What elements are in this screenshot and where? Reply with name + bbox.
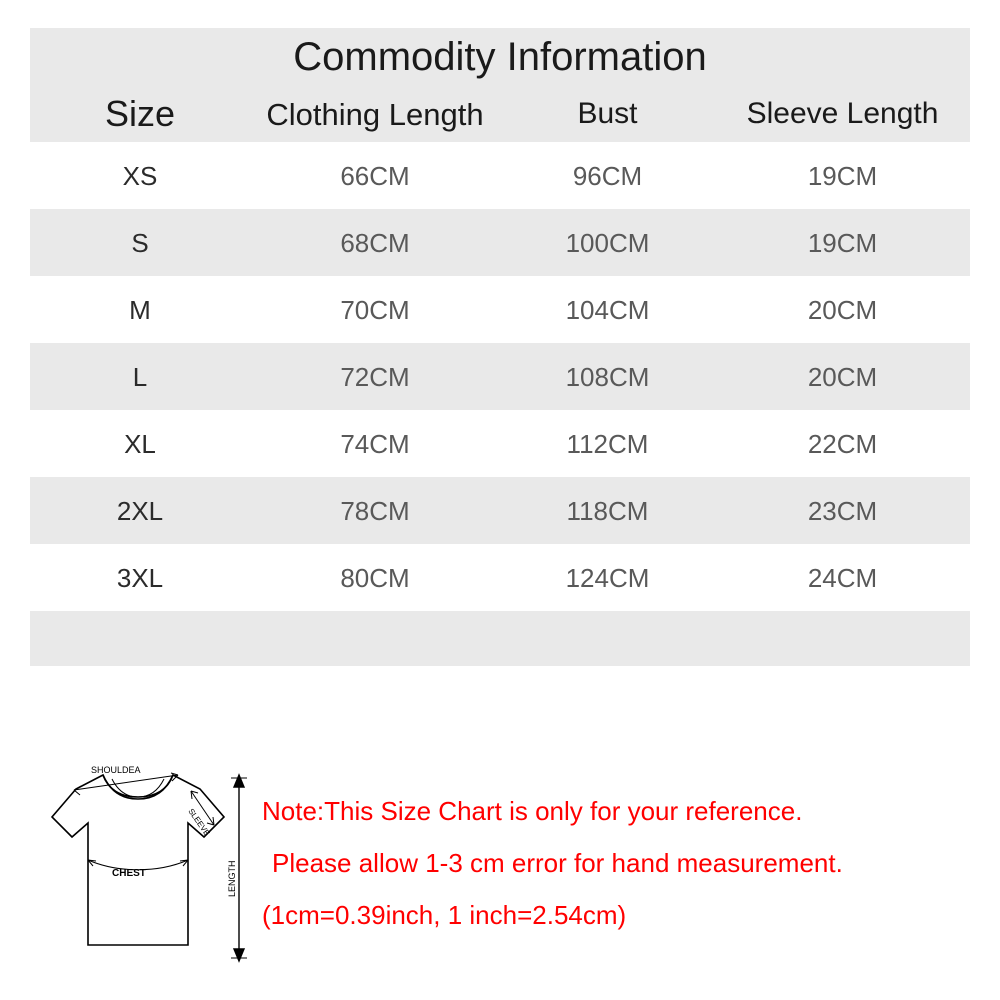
cell-sleeve-length: 20CM — [807, 361, 878, 392]
cell-size: XS — [122, 160, 158, 191]
table-row — [30, 209, 970, 276]
cell-sleeve-length: 23CM — [807, 495, 878, 526]
cell-sleeve-length: 19CM — [807, 160, 878, 191]
table-row — [30, 410, 970, 477]
cell-sleeve-length: 24CM — [807, 562, 878, 593]
column-header-size: Size — [104, 93, 176, 134]
cell-bust: 124CM — [565, 562, 650, 593]
table-row — [30, 477, 970, 544]
cell-bust: 108CM — [565, 361, 650, 392]
cell-bust: 112CM — [566, 428, 649, 459]
table-header-row — [30, 86, 970, 142]
table-row — [30, 276, 970, 343]
table-row — [30, 544, 970, 611]
cell-bust: 118CM — [566, 495, 649, 526]
table-row — [30, 142, 970, 209]
tshirt-measurement-diagram — [28, 745, 258, 975]
cell-clothing-length: 74CM — [340, 428, 410, 459]
diagram-label-shoulder: SHOULDEA — [91, 765, 141, 775]
note-block — [262, 785, 982, 941]
cell-bust: 104CM — [565, 294, 650, 325]
note-line-2: Please allow 1-3 cm error for hand measurement. — [272, 848, 843, 878]
cell-size: XL — [124, 428, 156, 459]
cell-size: M — [129, 294, 151, 325]
cell-clothing-length: 72CM — [340, 361, 410, 392]
cell-sleeve-length: 22CM — [807, 428, 878, 459]
diagram-label-sleeve: SLEEVE — [186, 806, 212, 838]
cell-sleeve-length: 19CM — [807, 227, 878, 258]
cell-clothing-length: 68CM — [340, 227, 410, 258]
cell-size: L — [132, 361, 148, 392]
cell-clothing-length: 66CM — [340, 160, 410, 191]
cell-clothing-length: 80CM — [340, 562, 410, 593]
page-title: Commodity Information — [293, 34, 707, 79]
diagram-label-chest: CHEST — [112, 868, 146, 879]
note-line-1: Note:This Size Chart is only for your reference. — [262, 796, 803, 826]
cell-clothing-length: 78CM — [340, 495, 410, 526]
cell-sleeve-length: 20CM — [807, 294, 878, 325]
note-line-3: (1cm=0.39inch, 1 inch=2.54cm) — [262, 900, 627, 930]
column-header-sleeve-length: Sleeve Length — [746, 97, 939, 130]
table-row — [30, 343, 970, 410]
bottom-section — [0, 735, 1000, 1000]
column-header-clothing-length: Clothing Length — [266, 96, 484, 132]
cell-size: S — [131, 227, 149, 258]
diagram-label-length: LENGTH — [227, 860, 237, 897]
page-title-banner — [30, 28, 970, 86]
cell-bust: 100CM — [565, 227, 650, 258]
size-table — [30, 86, 970, 666]
column-header-bust: Bust — [577, 97, 638, 130]
cell-bust: 96CM — [572, 160, 643, 191]
cell-clothing-length: 70CM — [340, 294, 410, 325]
table-footer-spacer — [30, 611, 970, 666]
cell-size: 3XL — [116, 562, 164, 593]
cell-size: 2XL — [116, 495, 164, 526]
